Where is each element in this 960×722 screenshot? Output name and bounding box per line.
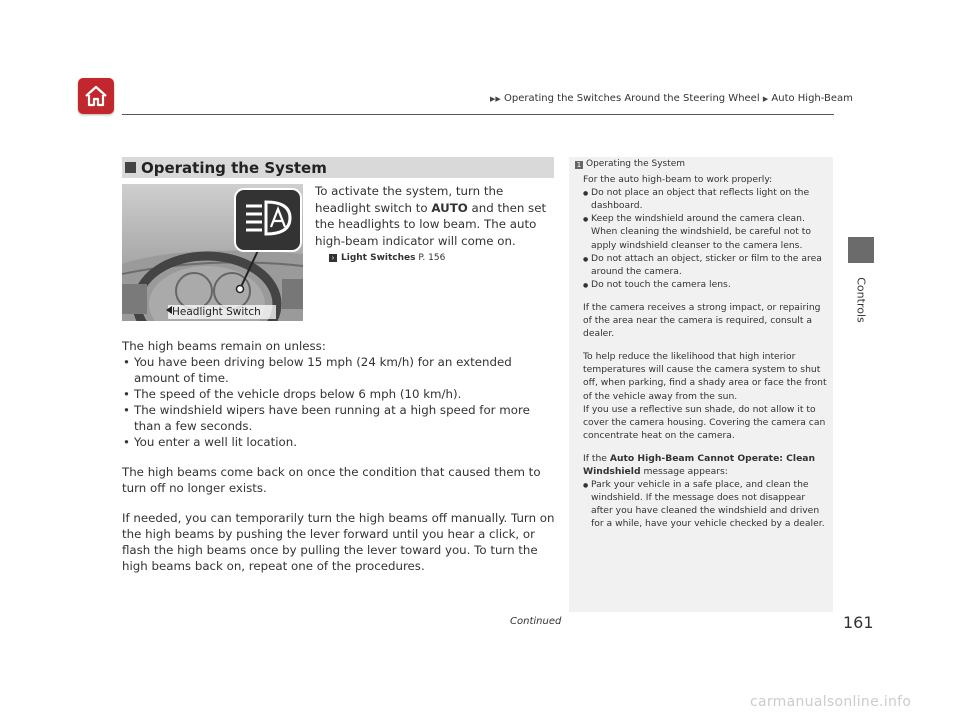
watermark: carmanualsonline.info xyxy=(750,694,912,710)
msg-bold: Auto High-Beam Cannot Operate: Clean Windshield xyxy=(583,452,816,477)
paragraph: If needed, you can temporarily turn the high beams off manually. Turn on the high beams by pushing the lever forward until you hear a click, or flash the high beams once by pulling the lever toward you. To turn the high beams back on, repeat one of the procedures. xyxy=(122,511,555,573)
list-item: ● Do not place an object that reflects light on the dashboard. xyxy=(583,186,827,212)
continued-label: Continued xyxy=(510,616,562,627)
breadcrumb-item[interactable]: Operating the Switches Around the Steering Wheel xyxy=(503,93,760,104)
section-title: Operating the System xyxy=(141,158,327,177)
home-button[interactable] xyxy=(78,78,114,114)
reference-label[interactable]: Light Switches xyxy=(341,253,416,263)
sidebar-paragraph: If you use a reflective sun shade, do not allow it to cover the camera housing. Covering the camera can concentrate heat on the camera. xyxy=(583,403,826,441)
sidebar-intro: For the auto high-beam to work properly: xyxy=(583,174,773,186)
note-marker-icon: 1 xyxy=(576,160,582,169)
sidebar-list xyxy=(583,186,827,291)
main-body xyxy=(122,338,558,574)
breadcrumb xyxy=(490,93,853,104)
reference-page: P. 156 xyxy=(418,253,446,263)
chapter-tab-label[interactable]: Controls xyxy=(854,277,868,323)
remain-intro: The high beams remain on unless: xyxy=(122,339,326,353)
sidebar-title xyxy=(575,158,827,171)
intro-before: To activate the system, turn the headlight switch to xyxy=(315,184,504,215)
intro-bold: AUTO xyxy=(431,200,468,215)
sidebar-note xyxy=(569,157,833,612)
reference-arrow-icon: › xyxy=(329,254,337,262)
header-divider xyxy=(122,114,834,115)
msg-after: message appears: xyxy=(640,465,728,477)
breadcrumb-arrow-icon: ▶ xyxy=(762,95,769,103)
headlight-switch-figure xyxy=(122,184,303,321)
breadcrumb-arrow-icon: ▶▶ xyxy=(490,95,501,103)
sidebar-paragraph: To help reduce the likelihood that high interior temperatures will cause the camera system to shut off, when parking, find a shady area or face the front of the vehicle away from the sun. xyxy=(583,351,827,402)
dashboard-illustration xyxy=(122,184,303,321)
chapter-tab[interactable] xyxy=(848,237,874,263)
list-item: ● Do not attach an object, sticker or film to the area around the camera. xyxy=(583,252,827,278)
sidebar-title-text: Operating the System xyxy=(586,159,686,169)
sidebar-message-note xyxy=(583,452,827,478)
list-item: ● Park your vehicle in a safe place, and clean the windshield. If the message does not disappear after you have cleaned the windshield and driven for a while, have your vehicle checked by a dealer. xyxy=(583,478,827,530)
page-number: 161 xyxy=(843,613,874,632)
sidebar-paragraph: If the camera receives a strong impact, or repairing of the area near the camera is required, consult a dealer. xyxy=(583,301,821,340)
sidebar-message-list xyxy=(583,478,827,530)
list-item: • You enter a well lit location. xyxy=(122,434,558,450)
home-icon xyxy=(83,84,109,108)
list-item: • The windshield wipers have been running at a high speed for more than a few seconds. xyxy=(122,402,558,434)
cross-reference[interactable] xyxy=(315,250,555,267)
intro-after: and then set the headlights to low beam. The auto high-beam indicator will come on. xyxy=(315,200,547,248)
list-item: ● Keep the windshield around the camera clean. When cleaning the windshield, be careful not to apply windshield cleanser to the camera lens. xyxy=(583,212,827,251)
list-item: • The speed of the vehicle drops below 6 mph (10 km/h). xyxy=(122,386,558,402)
msg-before: If the xyxy=(583,452,610,464)
figure-label: Headlight Switch xyxy=(172,306,261,318)
section-heading xyxy=(122,157,554,178)
paragraph: The high beams come back on once the condition that caused them to turn off no longer exists. xyxy=(122,465,541,495)
list-item: • You have been driving below 15 mph (24 km/h) for an extended amount of time. xyxy=(122,354,558,386)
condition-list xyxy=(122,354,558,450)
intro-text xyxy=(315,183,555,267)
breadcrumb-item[interactable]: Auto High-Beam xyxy=(771,93,853,104)
section-square-icon xyxy=(125,162,136,173)
list-item: ● Do not touch the camera lens. xyxy=(583,278,827,291)
